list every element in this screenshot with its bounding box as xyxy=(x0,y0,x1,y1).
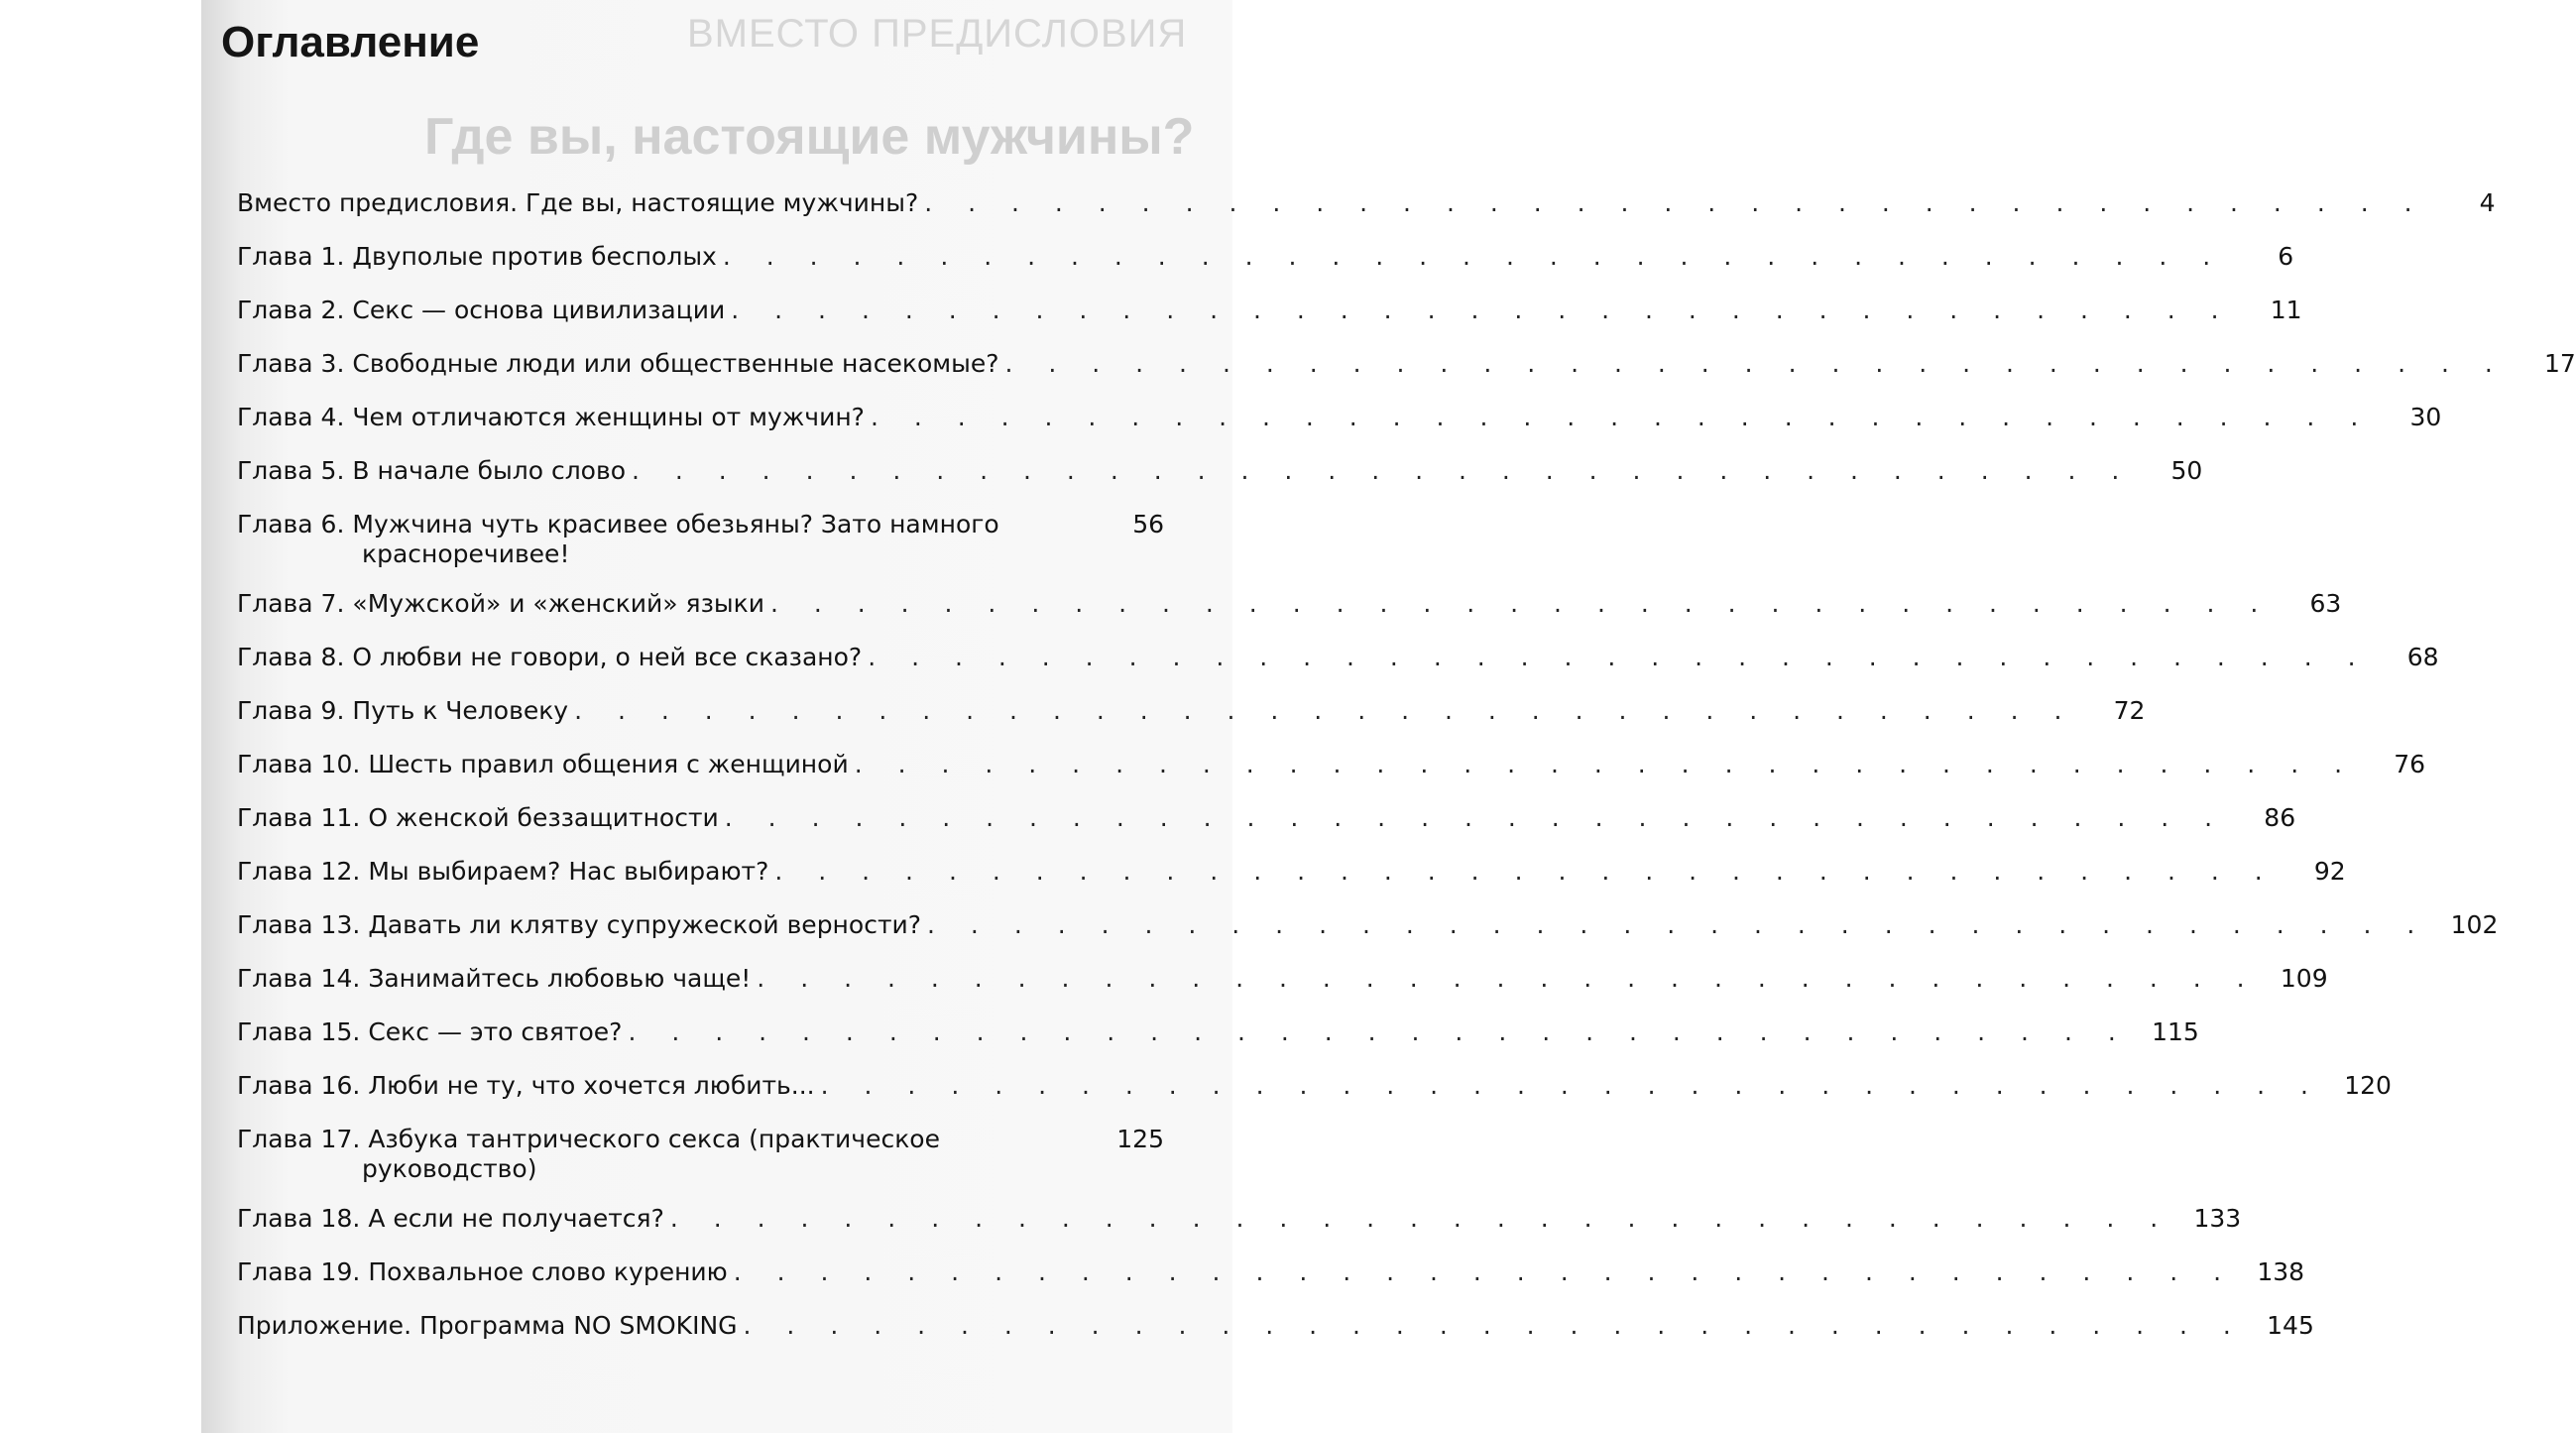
toc-entry-label xyxy=(237,964,2259,994)
chapter-title: О женской беззащитности xyxy=(368,803,719,832)
chapter-number: Глава 5. xyxy=(237,456,345,485)
toc-entry xyxy=(237,964,2328,994)
page-number: 92 xyxy=(2313,857,2346,886)
toc-entry xyxy=(237,188,2496,218)
page-number: 11 xyxy=(2270,296,2302,324)
page-number: 86 xyxy=(2264,803,2296,832)
chapter-title: Вместо предисловия. Где вы, настоящие мужчины? xyxy=(237,188,919,217)
toc-entry xyxy=(237,1204,2242,1234)
toc-entry xyxy=(237,1257,2305,1287)
bleed-through-title: Где вы, настоящие мужчины? xyxy=(424,108,1195,166)
chapter-title: Азбука тантрического секса (практическое руководство) xyxy=(362,1125,940,1183)
toc-entry xyxy=(237,1071,2392,1101)
toc-entry-label xyxy=(237,1017,2130,1047)
dot-leader: . . . . . . . . . . . . . . . . . . . . . . . . . . . . . . . . . . . xyxy=(669,1204,2172,1233)
toc-entry xyxy=(237,456,2203,486)
chapter-title: Двуполые против бесполых xyxy=(352,242,717,271)
toc-entry-label xyxy=(237,1125,1095,1184)
chapter-number: Глава 14. xyxy=(237,964,361,993)
toc-entry xyxy=(237,803,2296,833)
chapter-number: Глава 3. xyxy=(237,349,345,378)
toc-entry-label xyxy=(237,589,2272,619)
dot-leader: . . . . . . . . . . . . . . . . . . . . . . . . . . . . . . . . . . . xyxy=(820,1071,2322,1100)
page-number: 17 xyxy=(2544,349,2576,378)
toc-entry-label xyxy=(237,696,2075,726)
dot-leader: . . . . . . . . . . . . . . . . . . . . . . . . . . . . . . . . . . . xyxy=(769,589,2273,618)
toc-entry xyxy=(237,296,2302,325)
chapter-title: Похвальное слово курению xyxy=(368,1257,728,1286)
dot-leader: . . . . . . . . . . . . . . . . . . . . . . . . . . . . . . . . . . . xyxy=(1004,349,2507,378)
toc-entry-label xyxy=(237,1257,2235,1287)
chapter-title: Занимайтесь любовью чаще! xyxy=(368,964,752,993)
toc-entry-label xyxy=(237,1071,2322,1101)
dot-leader: . . . . . . . . . . . . . . . . . . . . . . . . . . . . . . . . . . . xyxy=(868,643,2370,671)
page-number: 133 xyxy=(2193,1204,2242,1233)
toc-entry-label xyxy=(237,188,2426,218)
toc-entry xyxy=(237,403,2442,432)
dot-leader: . . . . . . . . . . . . . . . . . . . . . . . . . . . . . . . . . . . xyxy=(854,750,2357,778)
toc-entry-label xyxy=(237,1204,2171,1234)
dot-leader: . . . . . . . . . . . . . . . . . . . . . . . . . . . . . . . . . . . xyxy=(870,403,2373,431)
chapter-number: Глава 6. xyxy=(237,510,345,538)
chapter-number: Глава 12. xyxy=(237,857,361,886)
page-number: 145 xyxy=(2267,1311,2314,1340)
dot-leader: . . . . . . . . . . . . . . . . . . . . . . . . . . . . . . . . . . . xyxy=(574,696,2076,725)
chapter-title: В начале было слово xyxy=(352,456,626,485)
chapter-number: Глава 9. xyxy=(237,696,345,725)
chapter-number: Глава 13. xyxy=(237,910,361,939)
toc-entry-label xyxy=(237,750,2356,779)
toc-entry-label xyxy=(237,242,2224,272)
chapter-number: Глава 8. xyxy=(237,643,345,671)
chapter-number: Глава 4. xyxy=(237,403,345,431)
toc-entry-label xyxy=(237,349,2507,379)
chapter-number: Глава 19. xyxy=(237,1257,361,1286)
toc-entry xyxy=(237,750,2426,779)
toc-entry-label xyxy=(237,643,2370,672)
toc-entry-label xyxy=(237,456,2133,486)
chapter-title: Чем отличаются женщины от мужчин? xyxy=(352,403,865,431)
page-number: 68 xyxy=(2406,643,2439,671)
page-number: 4 xyxy=(2479,188,2496,217)
book-page xyxy=(201,0,2576,1433)
dot-leader: . . . . . . . . . . . . . . . . . . . . . . . . . . . . . . . . . . . xyxy=(632,456,2134,485)
page-title: Оглавление xyxy=(221,18,480,66)
toc-entry-label xyxy=(237,510,1095,569)
page-number: 115 xyxy=(2152,1017,2199,1046)
toc-entry-label xyxy=(237,403,2372,432)
page-number: 72 xyxy=(2113,696,2146,725)
toc-entry-label xyxy=(237,803,2226,833)
chapter-number: Глава 18. xyxy=(237,1204,361,1233)
chapter-number: Глава 2. xyxy=(237,296,345,324)
page-number: 6 xyxy=(2278,242,2294,271)
toc-entry xyxy=(237,589,2342,619)
chapter-title: Свободные люди или общественные насекомые? xyxy=(352,349,999,378)
chapter-number: Глава 1. xyxy=(237,242,345,271)
dot-leader: . . . . . . . . . . . . . . . . . . . . . . . . . . . . . . . . . . . xyxy=(757,964,2259,993)
dot-leader: . . . . . . . . . . . . . . . . . . . . . . . . . . . . . . . . . . . xyxy=(743,1311,2245,1340)
toc-entry-label xyxy=(237,1311,2245,1341)
dot-leader: . . . . . . . . . . . . . . . . . . . . . . . . . . . . . . . . . . . xyxy=(924,188,2426,217)
chapter-number: Глава 7. xyxy=(237,589,345,618)
chapter-title: Секс — это святое? xyxy=(368,1017,623,1046)
chapter-title: Приложение. Программа NO SMOKING xyxy=(237,1311,738,1340)
page-number: 30 xyxy=(2409,403,2442,431)
toc-entry xyxy=(237,1017,2199,1047)
page-number: 138 xyxy=(2257,1257,2305,1286)
table-of-contents xyxy=(237,188,2576,1365)
chapter-title: «Мужской» и «женский» языки xyxy=(352,589,764,618)
toc-entry xyxy=(237,696,2146,726)
dot-leader: . . . . . . . . . . . . . . . . . . . . . . . . . . . . . . . . . . . xyxy=(731,296,2233,324)
toc-entry xyxy=(237,510,1164,569)
toc-entry-label xyxy=(237,296,2233,325)
dot-leader: . . . . . . . . . . . . . . . . . . . . . . . . . . . . . . . . . . . xyxy=(724,803,2227,832)
toc-entry xyxy=(237,242,2294,272)
dot-leader: . . . . . . . . . . . . . . . . . . . . . . . . . . . . . . . . . . . xyxy=(722,242,2225,271)
chapter-number: Глава 17. xyxy=(237,1125,361,1153)
dot-leader: . . . . . . . . . . . . . . . . . . . . . . . . . . . . . . . . . . . xyxy=(628,1017,2130,1046)
chapter-title: Мужчина чуть красивее обезьяны? Зато намного красноречивее! xyxy=(352,510,999,568)
toc-entry-label xyxy=(237,857,2277,887)
chapter-title: Шесть правил общения с женщиной xyxy=(368,750,849,778)
dot-leader: . . . . . . . . . . . . . . . . . . . . . . . . . . . . . . . . . . . xyxy=(733,1257,2236,1286)
chapter-title: А если не получается? xyxy=(368,1204,664,1233)
chapter-number: Глава 10. xyxy=(237,750,361,778)
chapter-number: Глава 16. xyxy=(237,1071,361,1100)
toc-entry xyxy=(237,910,2499,940)
page-number: 50 xyxy=(2170,456,2203,485)
page-number: 56 xyxy=(1132,510,1164,538)
chapter-title: Путь к Человеку xyxy=(352,696,569,725)
toc-entry-label xyxy=(237,910,2428,940)
page-number: 120 xyxy=(2344,1071,2392,1100)
chapter-title: О любви не говори, о ней все сказано? xyxy=(352,643,863,671)
page-number: 125 xyxy=(1116,1125,1164,1153)
chapter-title: Мы выбираем? Нас выбирают? xyxy=(368,857,769,886)
bleed-through-header: ВМЕСТО ПРЕДИСЛОВИЯ xyxy=(687,12,1188,56)
chapter-number: Глава 11. xyxy=(237,803,361,832)
page-number: 102 xyxy=(2450,910,2499,939)
dot-leader: . . . . . . . . . . . . . . . . . . . . . . . . . . . . . . . . . . . xyxy=(927,910,2429,939)
chapter-number: Глава 15. xyxy=(237,1017,361,1046)
chapter-title: Люби не ту, что хочется любить... xyxy=(368,1071,815,1100)
toc-entry xyxy=(237,643,2439,672)
page-number: 76 xyxy=(2394,750,2426,778)
toc-entry xyxy=(237,349,2576,379)
page-number: 109 xyxy=(2280,964,2328,993)
toc-entry xyxy=(237,1311,2314,1341)
dot-leader: . . . . . . . . . . . . . . . . . . . . . . . . . . . . . . . . . . . xyxy=(774,857,2277,886)
toc-entry xyxy=(237,857,2346,887)
chapter-title: Секс — основа цивилизации xyxy=(352,296,726,324)
page-number: 63 xyxy=(2309,589,2342,618)
toc-entry xyxy=(237,1125,1164,1184)
chapter-title: Давать ли клятву супружеской верности? xyxy=(368,910,922,939)
